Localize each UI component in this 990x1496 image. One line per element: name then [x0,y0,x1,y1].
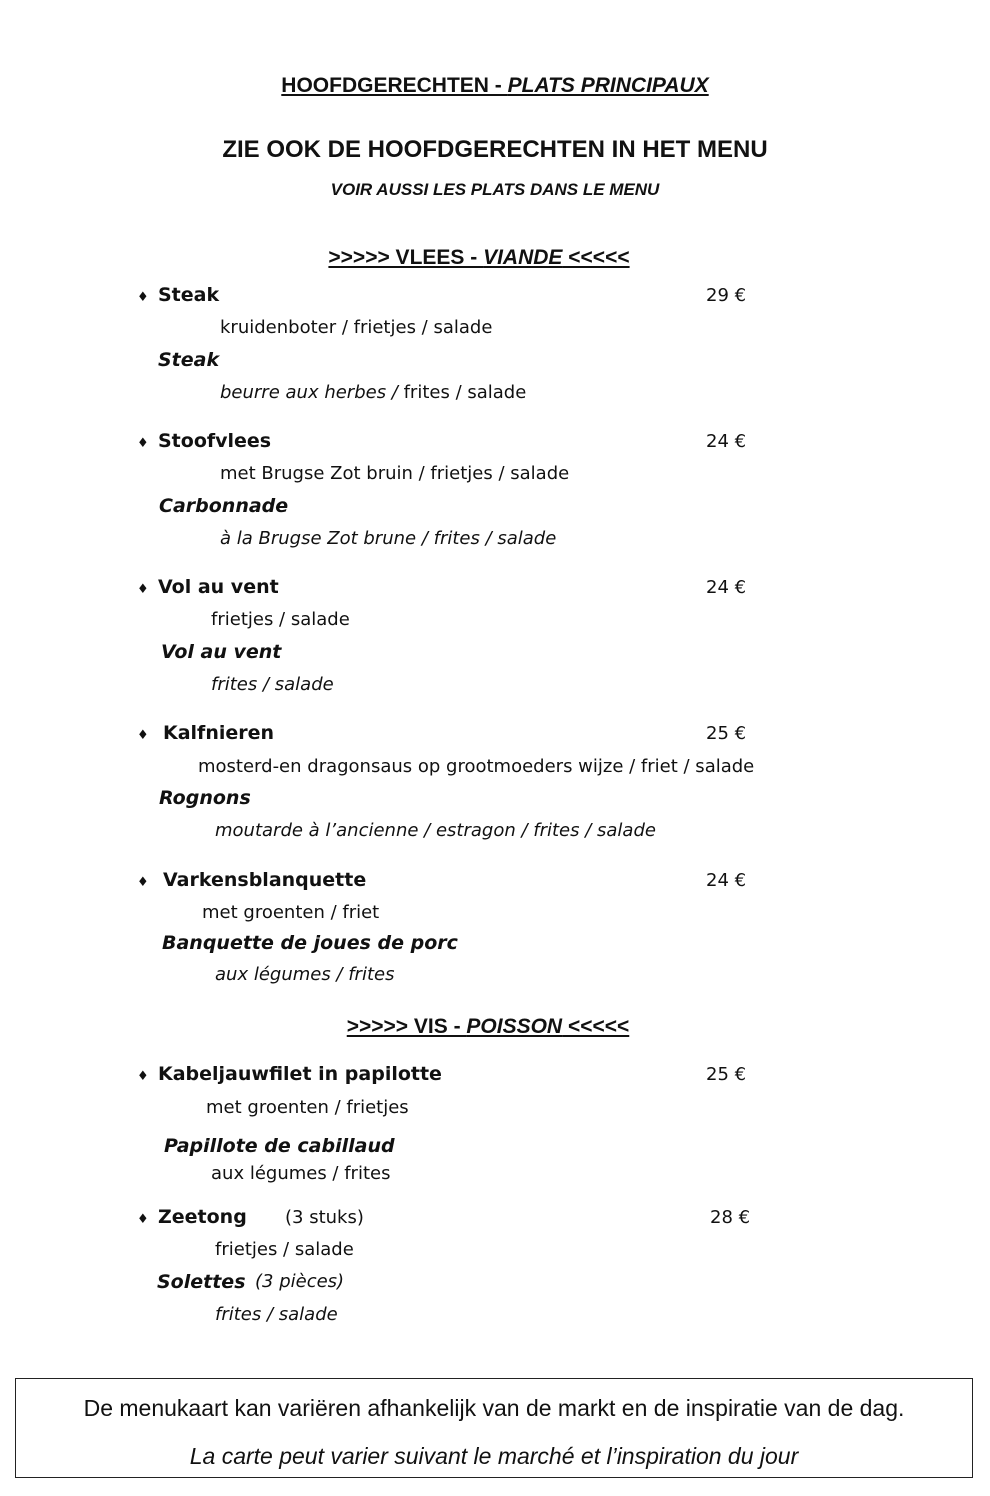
dish-price: 29 € [706,285,747,306]
section-fish-heading [0,1015,976,1039]
dish-name: Stoofvlees [158,430,272,452]
dish-desc-fr-plain: frites / salade [397,382,527,403]
dish-desc-fr: moutarde à l’ancienne / estragon / frites / salade [215,820,656,841]
bullet-icon: ♦ [137,1069,149,1084]
section-meat-suffix: <<<<< [562,246,630,269]
dish-desc-fr: à la Brugse Zot brune / frites / salade [220,528,557,549]
dish-name-fr: Papillote de cabillaud [164,1135,395,1157]
dish-desc-fr: frites / salade [215,1304,338,1325]
section-meat-fr: VIANDE [483,246,563,269]
dish-desc-fr: frites / salade [211,674,334,695]
dish-desc-nl: met groenten / friet [202,902,380,923]
dish-desc-nl: met Brugse Zot bruin / frietjes / salade [220,463,570,484]
subtitle-fr: VOIR AUSSI LES PLATS DANS LE MENU [330,180,660,199]
footer-notice [15,1378,973,1478]
dish-name: Vol au vent [158,576,279,598]
dish-name: Steak [158,284,220,306]
bullet-icon: ♦ [137,728,149,743]
dish-price: 24 € [706,870,747,891]
dish-desc-nl: frietjes / salade [211,609,350,630]
dish-desc-nl: kruidenboter / frietjes / salade [220,317,493,338]
dish-name: Zeetong [158,1206,247,1228]
footer-fr: La carte peut varier suivant le marché et l’inspiration du jour [189,1443,799,1469]
page-title [0,74,990,98]
dish-name: Varkensblanquette [163,869,367,891]
bullet-icon: ♦ [137,436,149,451]
dish-name: Kalfnieren [163,722,275,744]
dish-name-fr: Solettes [157,1271,246,1293]
dish-desc-nl: frietjes / salade [215,1239,354,1260]
dish-price: 25 € [706,1064,747,1085]
footer-nl: De menukaart kan variëren afhankelijk van de markt en de inspiratie van de dag. [83,1395,905,1421]
section-fish-prefix: >>>>> VIS - [346,1015,467,1038]
section-meat-prefix: >>>>> VLEES - [328,246,484,269]
dish-name-fr: Carbonnade [159,495,289,517]
dish-desc-fr-italic: beurre aux herbes / [220,382,398,403]
title-fr: PLATS PRINCIPAUX [507,74,709,97]
bullet-icon: ♦ [137,582,149,597]
dish-price: 28 € [710,1207,751,1228]
dish-price: 24 € [706,431,747,452]
dish-desc-fr: aux légumes / frites [215,964,395,985]
dish-quantity-fr: (3 pièces) [255,1271,345,1292]
dish-name-fr: Vol au vent [161,641,282,663]
section-fish-fr: POISSON [466,1015,563,1038]
dish-name-fr: Rognons [159,787,251,809]
section-fish-suffix: <<<<< [562,1015,630,1038]
dish-name-fr: Banquette de joues de porc [162,932,458,954]
dish-name-fr: Steak [158,349,220,371]
dish-name: Kabeljauwfilet in papilotte [158,1063,442,1085]
dish-quantity: (3 stuks) [285,1207,364,1228]
bullet-icon: ♦ [137,1212,149,1227]
dish-desc-fr [220,382,526,403]
bullet-icon: ♦ [137,290,149,305]
bullet-icon: ♦ [137,875,149,890]
section-meat-heading [0,246,958,270]
subtitle-nl: ZIE OOK DE HOOFDGERECHTEN IN HET MENU [222,136,768,163]
dish-desc-nl: mosterd-en dragonsaus op grootmoeders wijze / friet / salade [198,756,755,777]
dish-desc-fr: aux légumes / frites [211,1163,391,1184]
dish-price: 25 € [706,723,747,744]
dish-price: 24 € [706,577,747,598]
dish-desc-nl: met groenten / frietjes [206,1097,409,1118]
title-nl: HOOFDGERECHTEN - [281,74,508,97]
